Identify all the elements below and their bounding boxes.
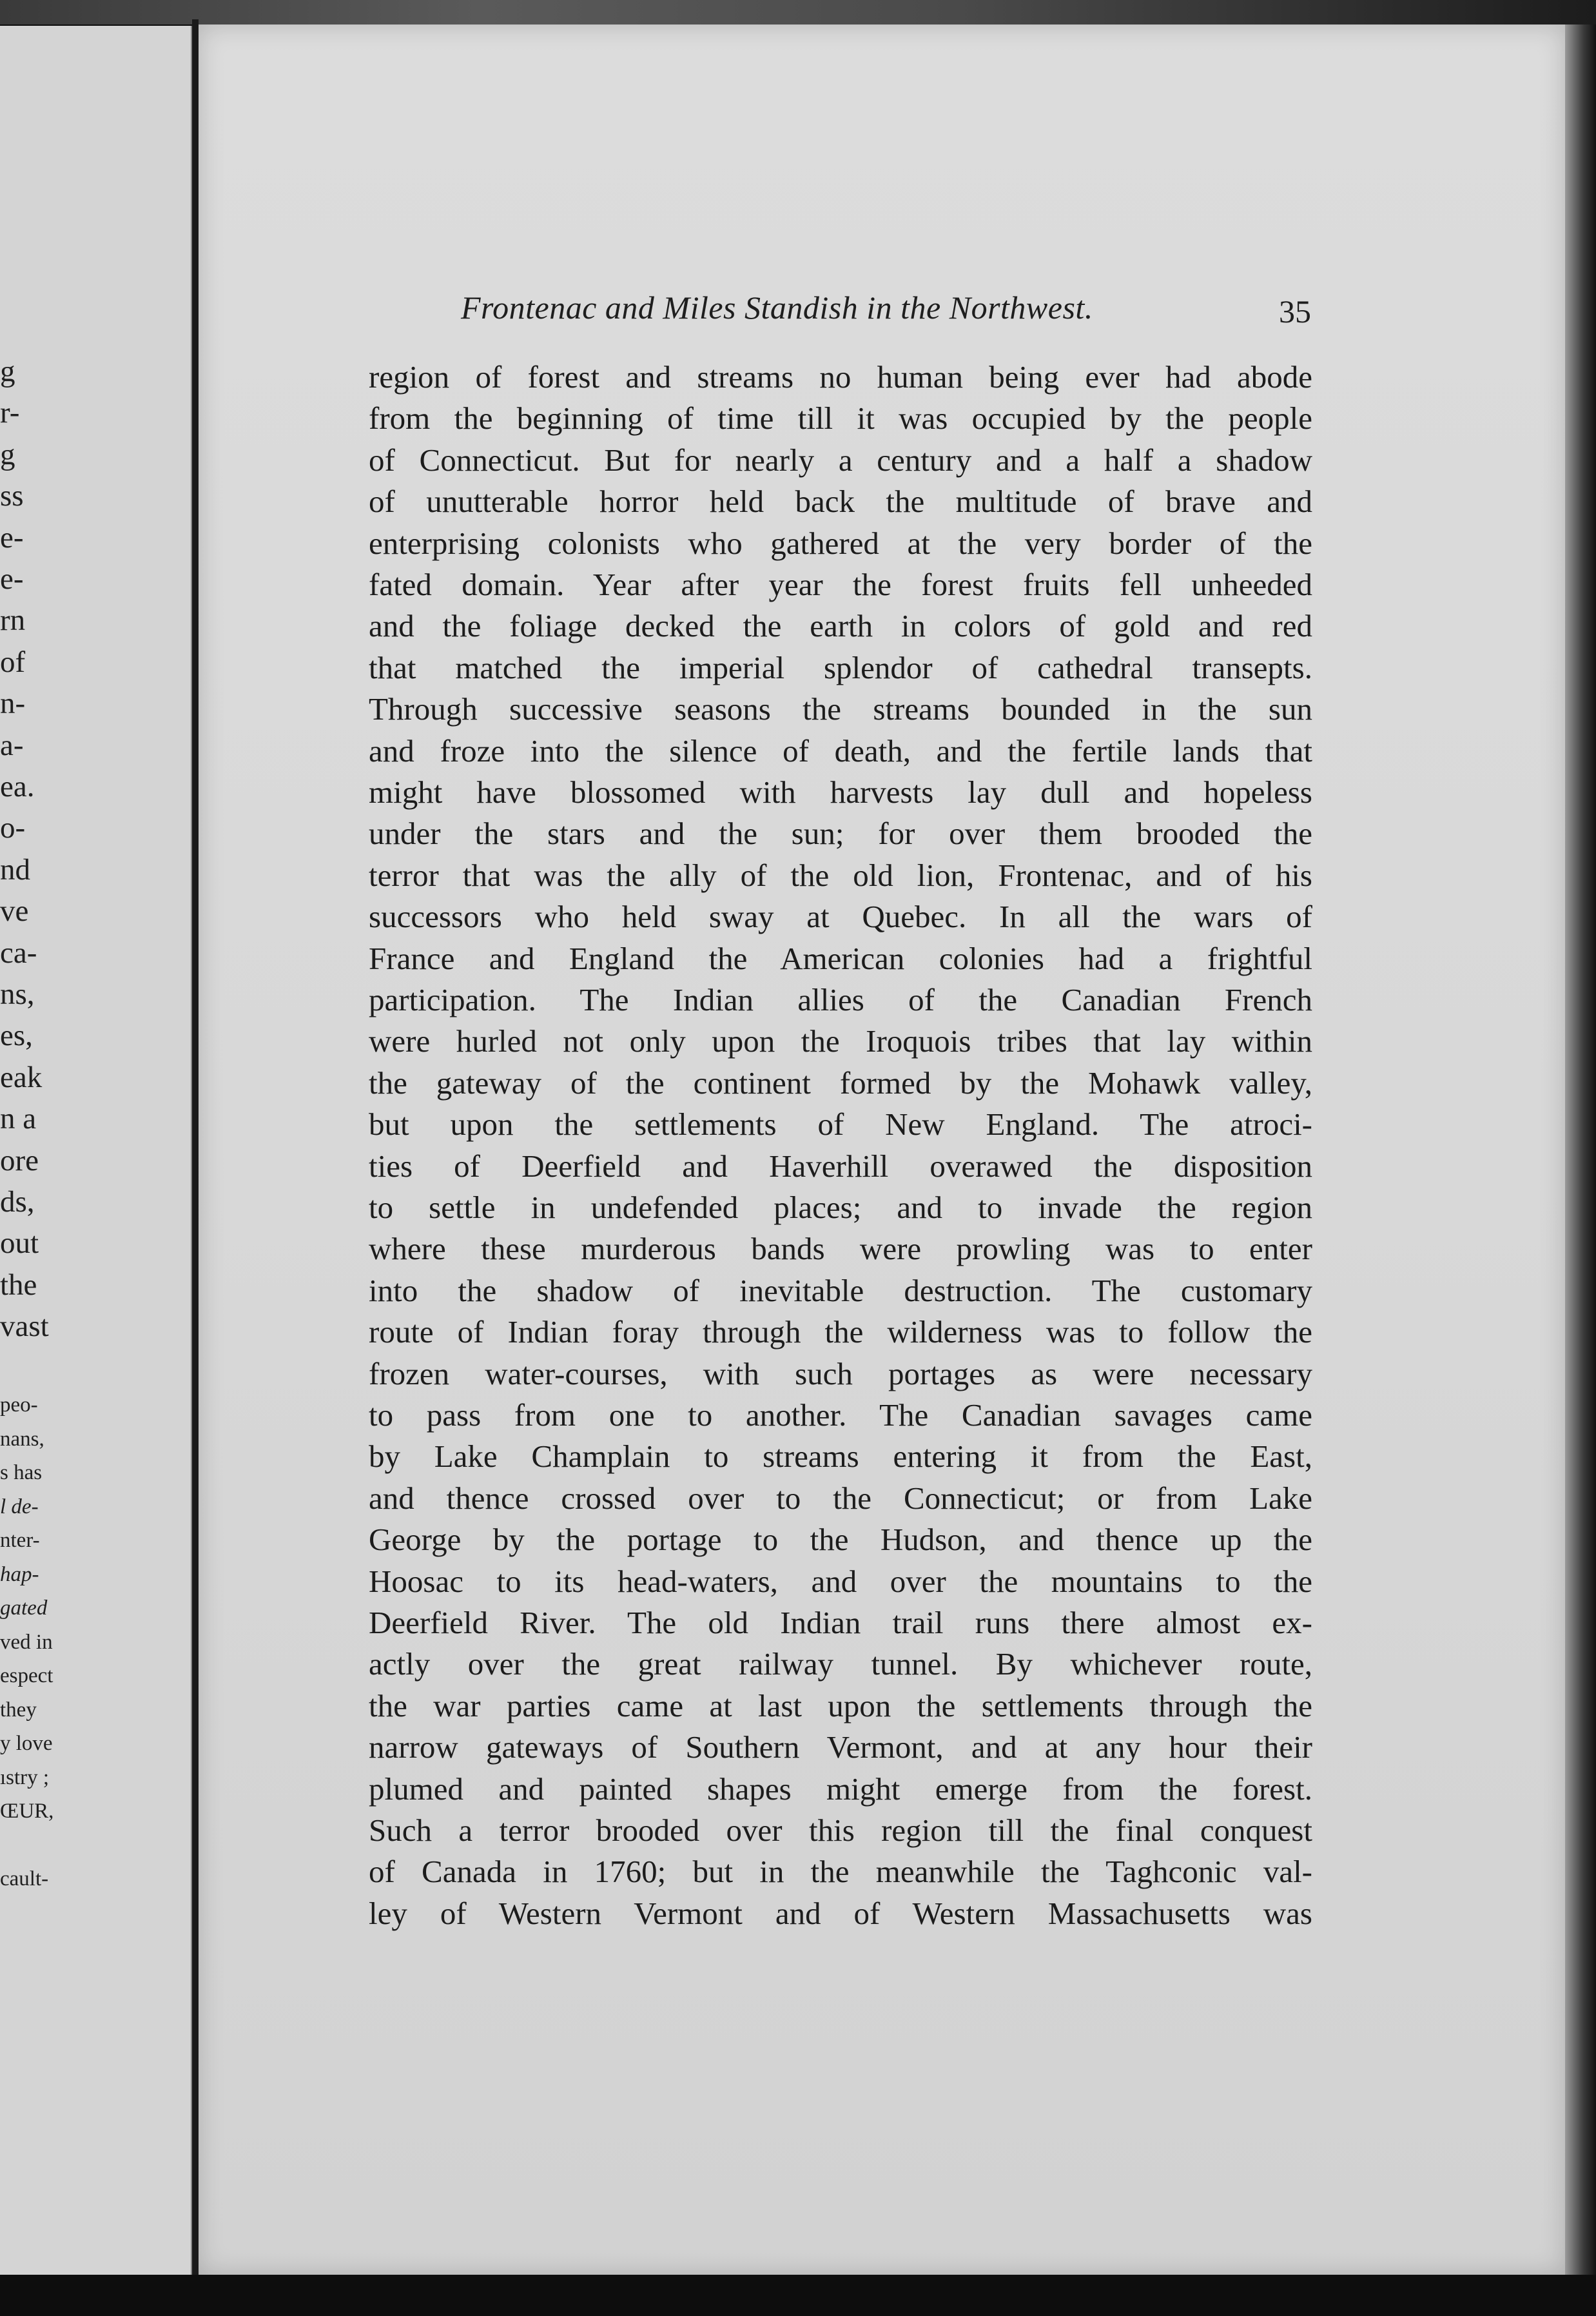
previous-page-fragment: e- [0, 520, 24, 554]
text-line: narrow gateways of Southern Vermont, and at any hour their [369, 1729, 1312, 1765]
previous-page-edge [0, 26, 192, 2276]
text-line: plumed and painted shapes might emerge from the forest. [369, 1771, 1312, 1807]
text-line: successors who held sway at Quebec. In all the wars of [369, 899, 1312, 935]
previous-page-fragment: ve [0, 894, 29, 928]
previous-page-footnote-fragment: they [0, 1698, 37, 1722]
text-line: from the beginning of time till it was occupied by the people [369, 400, 1312, 437]
text-line: of Canada in 1760; but in the meanwhile the Taghconic val- [369, 1854, 1312, 1890]
text-line: Hoosac to its head-waters, and over the mountains to the [369, 1563, 1312, 1599]
previous-page-footnote-fragment: ıstry ; [0, 1765, 50, 1789]
text-line: enterprising colonists who gathered at the very border of the [369, 525, 1312, 561]
previous-page-fragment: nd [0, 852, 30, 887]
previous-page-footnote-fragment: l de- [0, 1495, 39, 1518]
previous-page-footnote-fragment: nans, [0, 1427, 44, 1451]
previous-page-fragment: ss [0, 479, 24, 513]
previous-page-footnote-fragment: ŒUR, [0, 1800, 54, 1823]
previous-page-fragment: es, [0, 1019, 33, 1053]
previous-page-footnote-fragment: ved in [0, 1630, 53, 1654]
text-line: ties of Deerfield and Haverhill overawed the disposition [369, 1148, 1312, 1184]
previous-page-fragment: n a [0, 1102, 37, 1136]
text-line: to pass from one to another. The Canadian savages came [369, 1397, 1312, 1433]
text-line: route of Indian foray through the wilderness was to follow the [369, 1314, 1312, 1350]
previous-page-footnote-fragment: nter- [0, 1529, 40, 1552]
previous-page-fragment: ca- [0, 936, 37, 970]
text-line: ley of Western Vermont and of Western Massachusetts was [369, 1895, 1312, 1931]
previous-page-fragment: ore [0, 1143, 39, 1177]
book-gutter [192, 19, 199, 2282]
text-line: might have blossomed with harvests lay dull and hopeless [369, 774, 1312, 810]
previous-page-footnote-fragment: y love [0, 1732, 53, 1755]
previous-page-fragment: a- [0, 728, 24, 762]
running-head: Frontenac and Miles Standish in the Northwest. [461, 290, 1093, 326]
previous-page-fragment: g [0, 355, 15, 388]
text-line: of unutterable horror held back the multitude of brave and [369, 484, 1312, 520]
text-line: France and England the American colonies had a frightful [369, 940, 1312, 976]
previous-page-fragment: of [0, 645, 26, 679]
text-line: but upon the settlements of New England. The atroci- [369, 1106, 1312, 1143]
previous-page-footnote-fragment: espect [0, 1664, 54, 1687]
previous-page-fragment: ns, [0, 977, 35, 1011]
scanner-bottom-edge [0, 2275, 1596, 2316]
text-line: frozen water-courses, with such portages as were necessary [369, 1355, 1312, 1391]
previous-page-fragment: vast [0, 1310, 49, 1344]
text-line: by Lake Champlain to streams entering it from the East, [369, 1438, 1312, 1475]
previous-page-footnote-fragment: hap- [0, 1562, 39, 1586]
text-line: Such a terror brooded over this region till the final conquest [369, 1812, 1312, 1848]
text-line: participation. The Indian allies of the Canadian French [369, 982, 1312, 1017]
page-right-edge [1565, 25, 1596, 2275]
text-line: where these murderous bands were prowling was to enter [369, 1231, 1312, 1267]
text-line: under the stars and the sun; for over them brooded the [369, 816, 1312, 852]
previous-page-fragment: e- [0, 562, 24, 596]
previous-page-footnote-fragment: peo- [0, 1393, 38, 1417]
text-line: and froze into the silence of death, and the fertile lands that [369, 732, 1312, 769]
previous-page-fragment: ea. [0, 770, 35, 803]
previous-page-footnote-fragment: cault- [0, 1867, 49, 1890]
text-line: Deerfield River. The old Indian trail runs there almost ex- [369, 1605, 1312, 1640]
text-line: to settle in undefended places; and to invade the region [369, 1190, 1312, 1225]
previous-page-fragment: g [0, 437, 15, 471]
previous-page-footnote-fragment: s has [0, 1461, 43, 1484]
page-number: 35 [1279, 293, 1311, 329]
text-line: and thence crossed over to the Connecticut; or from Lake [369, 1480, 1312, 1516]
scanner-top-edge [0, 0, 1596, 25]
text-line: the war parties came at last upon the settlements through the [369, 1687, 1312, 1723]
text-line: of Connecticut. But for nearly a century and a half a shadow [369, 442, 1312, 478]
previous-page-fragment: n- [0, 687, 26, 721]
text-line: actly over the great railway tunnel. By whichever route, [369, 1646, 1312, 1682]
previous-page-fragment: r- [0, 396, 20, 430]
previous-page-fragment: the [0, 1268, 37, 1302]
text-line: into the shadow of inevitable destruction. The customary [369, 1272, 1312, 1308]
text-line: fated domain. Year after year the forest fruits fell unheeded [369, 567, 1312, 602]
text-line: the gateway of the continent formed by the Mohawk valley, [369, 1065, 1312, 1101]
text-line: region of forest and streams no human being ever had abode [369, 359, 1312, 395]
text-line: that matched the imperial splendor of cathedral transepts. [369, 649, 1312, 685]
previous-page-footnote-fragment: gated [0, 1596, 48, 1620]
previous-page-fragment: rn [0, 604, 26, 638]
text-line: and the foliage decked the earth in colors of gold and red [369, 608, 1312, 644]
previous-page-fragment: o- [0, 811, 26, 845]
previous-page-fragment: out [0, 1226, 39, 1261]
text-line: George by the portage to the Hudson, and thence up the [369, 1522, 1312, 1558]
text-line: terror that was the ally of the old lion, Frontenac, and of his [369, 857, 1312, 893]
previous-page-fragment: ds, [0, 1185, 35, 1219]
previous-page-fragment: eak [0, 1060, 43, 1094]
text-line: were hurled not only upon the Iroquois tribes that lay within [369, 1023, 1312, 1059]
text-line: Through successive seasons the streams bounded in the sun [369, 691, 1312, 727]
